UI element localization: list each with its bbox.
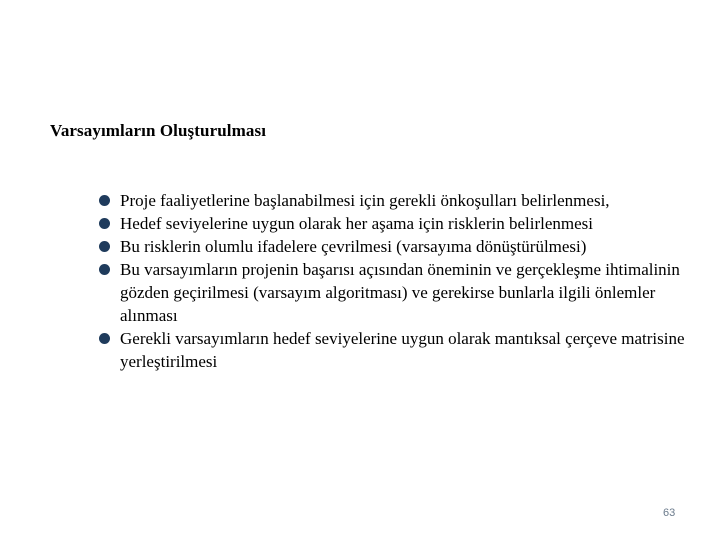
bullet-text: Hedef seviyelerine uygun olarak her aşama için risklerin belirlenmesi	[120, 214, 593, 233]
bullet-dot-icon	[99, 218, 110, 229]
bullet-text: Bu varsayımların projenin başarısı açısından öneminin ve gerçekleşme ihtimalinin gözden geçirilmesi (varsayım algoritması) ve gerekirse bunlarla ilgili önlemler alınması	[120, 260, 680, 325]
list-item	[99, 258, 689, 327]
bullet-dot-icon	[99, 241, 110, 252]
bullet-text: Proje faaliyetlerine başlanabilmesi için gerekli önkoşulları belirlenmesi,	[120, 191, 610, 210]
page-number: 63	[663, 507, 676, 519]
bullet-text: Gerekli varsayımların hedef seviyelerine uygun olarak mantıksal çerçeve matrisine yerleştirilmesi	[120, 329, 685, 371]
bullet-dot-icon	[99, 264, 110, 275]
list-item	[99, 212, 689, 235]
slide-title: Varsayımların Oluşturulması	[50, 121, 267, 140]
list-item	[99, 235, 689, 258]
bullet-dot-icon	[99, 195, 110, 206]
list-item	[99, 327, 689, 373]
bullet-text: Bu risklerin olumlu ifadelere çevrilmesi (varsayıma dönüştürülmesi)	[120, 237, 587, 256]
bullet-dot-icon	[99, 333, 110, 344]
bullet-list	[99, 189, 689, 373]
list-item	[99, 189, 689, 212]
